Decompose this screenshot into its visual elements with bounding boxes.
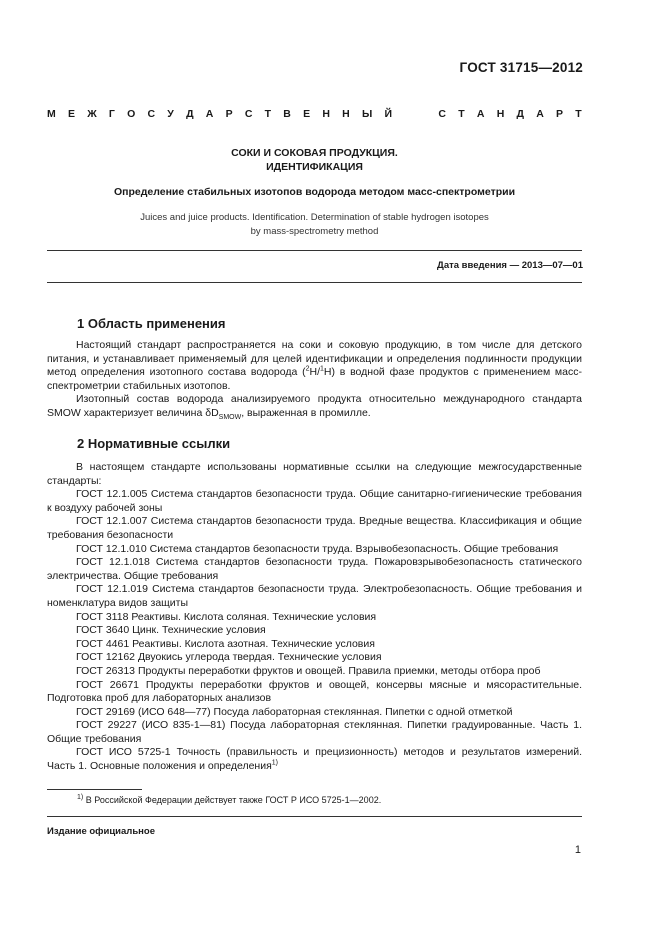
letter: С <box>244 108 253 120</box>
section-1-body <box>47 339 582 421</box>
reference-item: ГОСТ 12162 Двуокись углерода твердая. Технические условия <box>76 651 382 664</box>
reference-item: ГОСТ 3640 Цинк. Технические условия <box>76 624 266 637</box>
section-1-paragraph-2: Изотопный состав водорода анализируемого продукта относительно международного стандарта SMOW характеризует величина $\delta D_{SMOW}$, выраженная в промилле. <box>47 393 582 422</box>
reference-item: ГОСТ 12.1.018 Система стандартов безопасности труда. Пожаровзрывобезопасность статического электричества. Общие требования <box>47 556 582 582</box>
reference-item: ГОСТ 3118 Реактивы. Кислота соляная. Технические условия <box>76 610 377 623</box>
date-divider <box>47 282 582 283</box>
letter: Й <box>384 108 392 120</box>
letter: Т <box>458 108 465 120</box>
letter: Н <box>322 108 330 120</box>
document-title <box>47 146 582 174</box>
reference-item: ГОСТ 4461 Реактивы. Кислота азотная. Технические условия <box>76 637 375 650</box>
letter: Ж <box>87 108 97 120</box>
reference-item: ГОСТ 26671 Продукты переработки фруктов и овощей, консервы мясные и мясорастительные. Подготовка проб для лабораторных анализов <box>47 678 582 705</box>
letter: А <box>205 108 214 120</box>
title-line-1: СОКИ И СОКОВАЯ ПРОДУКЦИЯ. <box>231 147 398 159</box>
english-title-line-2: by mass-spectrometry method <box>250 225 379 237</box>
letter: У <box>167 108 174 120</box>
letter: Д <box>516 108 524 120</box>
letter: Н <box>342 108 350 120</box>
section-1-heading: 1 Область применения <box>77 316 226 331</box>
reference-item: ГОСТ 29169 (ИСО 648—77) Посуда лабораторная стеклянная. Пипетки с одной отметкой <box>76 705 513 718</box>
letter: Р <box>225 108 233 120</box>
section-2-body <box>47 461 582 774</box>
letter: Г <box>108 108 115 120</box>
footnote-divider <box>47 789 142 790</box>
title-line-2: ИДЕНТИФИКАЦИЯ <box>266 161 363 173</box>
letter: Т <box>264 108 272 120</box>
section-2-intro: В настоящем стандарте использованы нормативные ссылки на следующие межгосударственные стандарты: <box>47 461 582 487</box>
letter: Т <box>575 108 582 120</box>
letter: Д <box>186 108 194 120</box>
letter: Р <box>556 108 564 120</box>
word-gap <box>404 108 426 120</box>
bottom-divider <box>47 816 582 817</box>
reference-item: ГОСТ 12.1.005 Система стандартов безопасности труда. Общие санитарно-гигиенические требования к воздуху рабочей зоны <box>47 488 582 514</box>
letter: Н <box>496 108 505 120</box>
letter: Ы <box>361 108 373 120</box>
letter: М <box>47 108 56 120</box>
letter: А <box>536 108 544 120</box>
english-title-line-1: Juices and juice products. Identification. Determination of stable hydrogen isotopes <box>140 212 489 223</box>
letter: С <box>438 108 447 120</box>
letter: Е <box>303 108 311 120</box>
section-1-paragraph-1: Настоящий стандарт распространяется на соки и соковую продукцию, в том числе для детского питания, и устанавливает применяемый для целей идентификации и определения подлинности продукции метод определения изотопного состава водорода ($^2$H/$^1$H) в водной фазе продуктов с применением масс-спектрометрии стабильных изотопов. <box>47 339 582 392</box>
reference-item: ГОСТ 29227 (ИСО 835-1—81) Посуда лабораторная стеклянная. Пипетки градуированные. Часть 1. Общие требования <box>47 719 582 745</box>
document-subtitle: Определение стабильных изотопов водорода методом масс-спектрометрии <box>113 186 516 198</box>
letter: Е <box>67 108 75 120</box>
standard-type-heading <box>47 108 582 120</box>
reference-item-last: ГОСТ ИСО 5725-1 Точность (правильность и прецизионность) методов и результатов измерений. Часть 1. Основные положения и определения$^{1)}$ <box>47 746 582 773</box>
reference-item: ГОСТ 26313 Продукты переработки фруктов и овощей. Правила приемки, методы отбора проб <box>76 664 541 677</box>
letter: В <box>283 108 291 120</box>
footnote: $^{1)}$ В Российской Федерации действует также ГОСТ Р ИСО 5725-1—2002. <box>77 794 382 805</box>
reference-item: ГОСТ 12.1.007 Система стандартов безопасности труда. Вредные вещества. Классификация и общие требования безопасности <box>47 515 582 541</box>
edition-label: Издание официальное <box>47 826 155 837</box>
english-title <box>47 211 582 238</box>
reference-item: ГОСТ 12.1.019 Система стандартов безопасности труда. Электробезопасность. Общие требования и номенклатура видов защиты <box>47 583 582 609</box>
letter: А <box>476 108 485 120</box>
letter: О <box>127 108 136 120</box>
top-divider <box>47 250 582 251</box>
page-number: 1 <box>574 844 581 856</box>
intro-date: Дата введения — 2013—07—01 <box>437 260 583 271</box>
section-2-heading: 2 Нормативные ссылки <box>77 436 231 451</box>
letter: С <box>147 108 156 120</box>
reference-item: ГОСТ 12.1.010 Система стандартов безопасности труда. Взрывобезопасность. Общие требования <box>76 542 559 555</box>
document-code: ГОСТ 31715—2012 <box>459 60 583 75</box>
